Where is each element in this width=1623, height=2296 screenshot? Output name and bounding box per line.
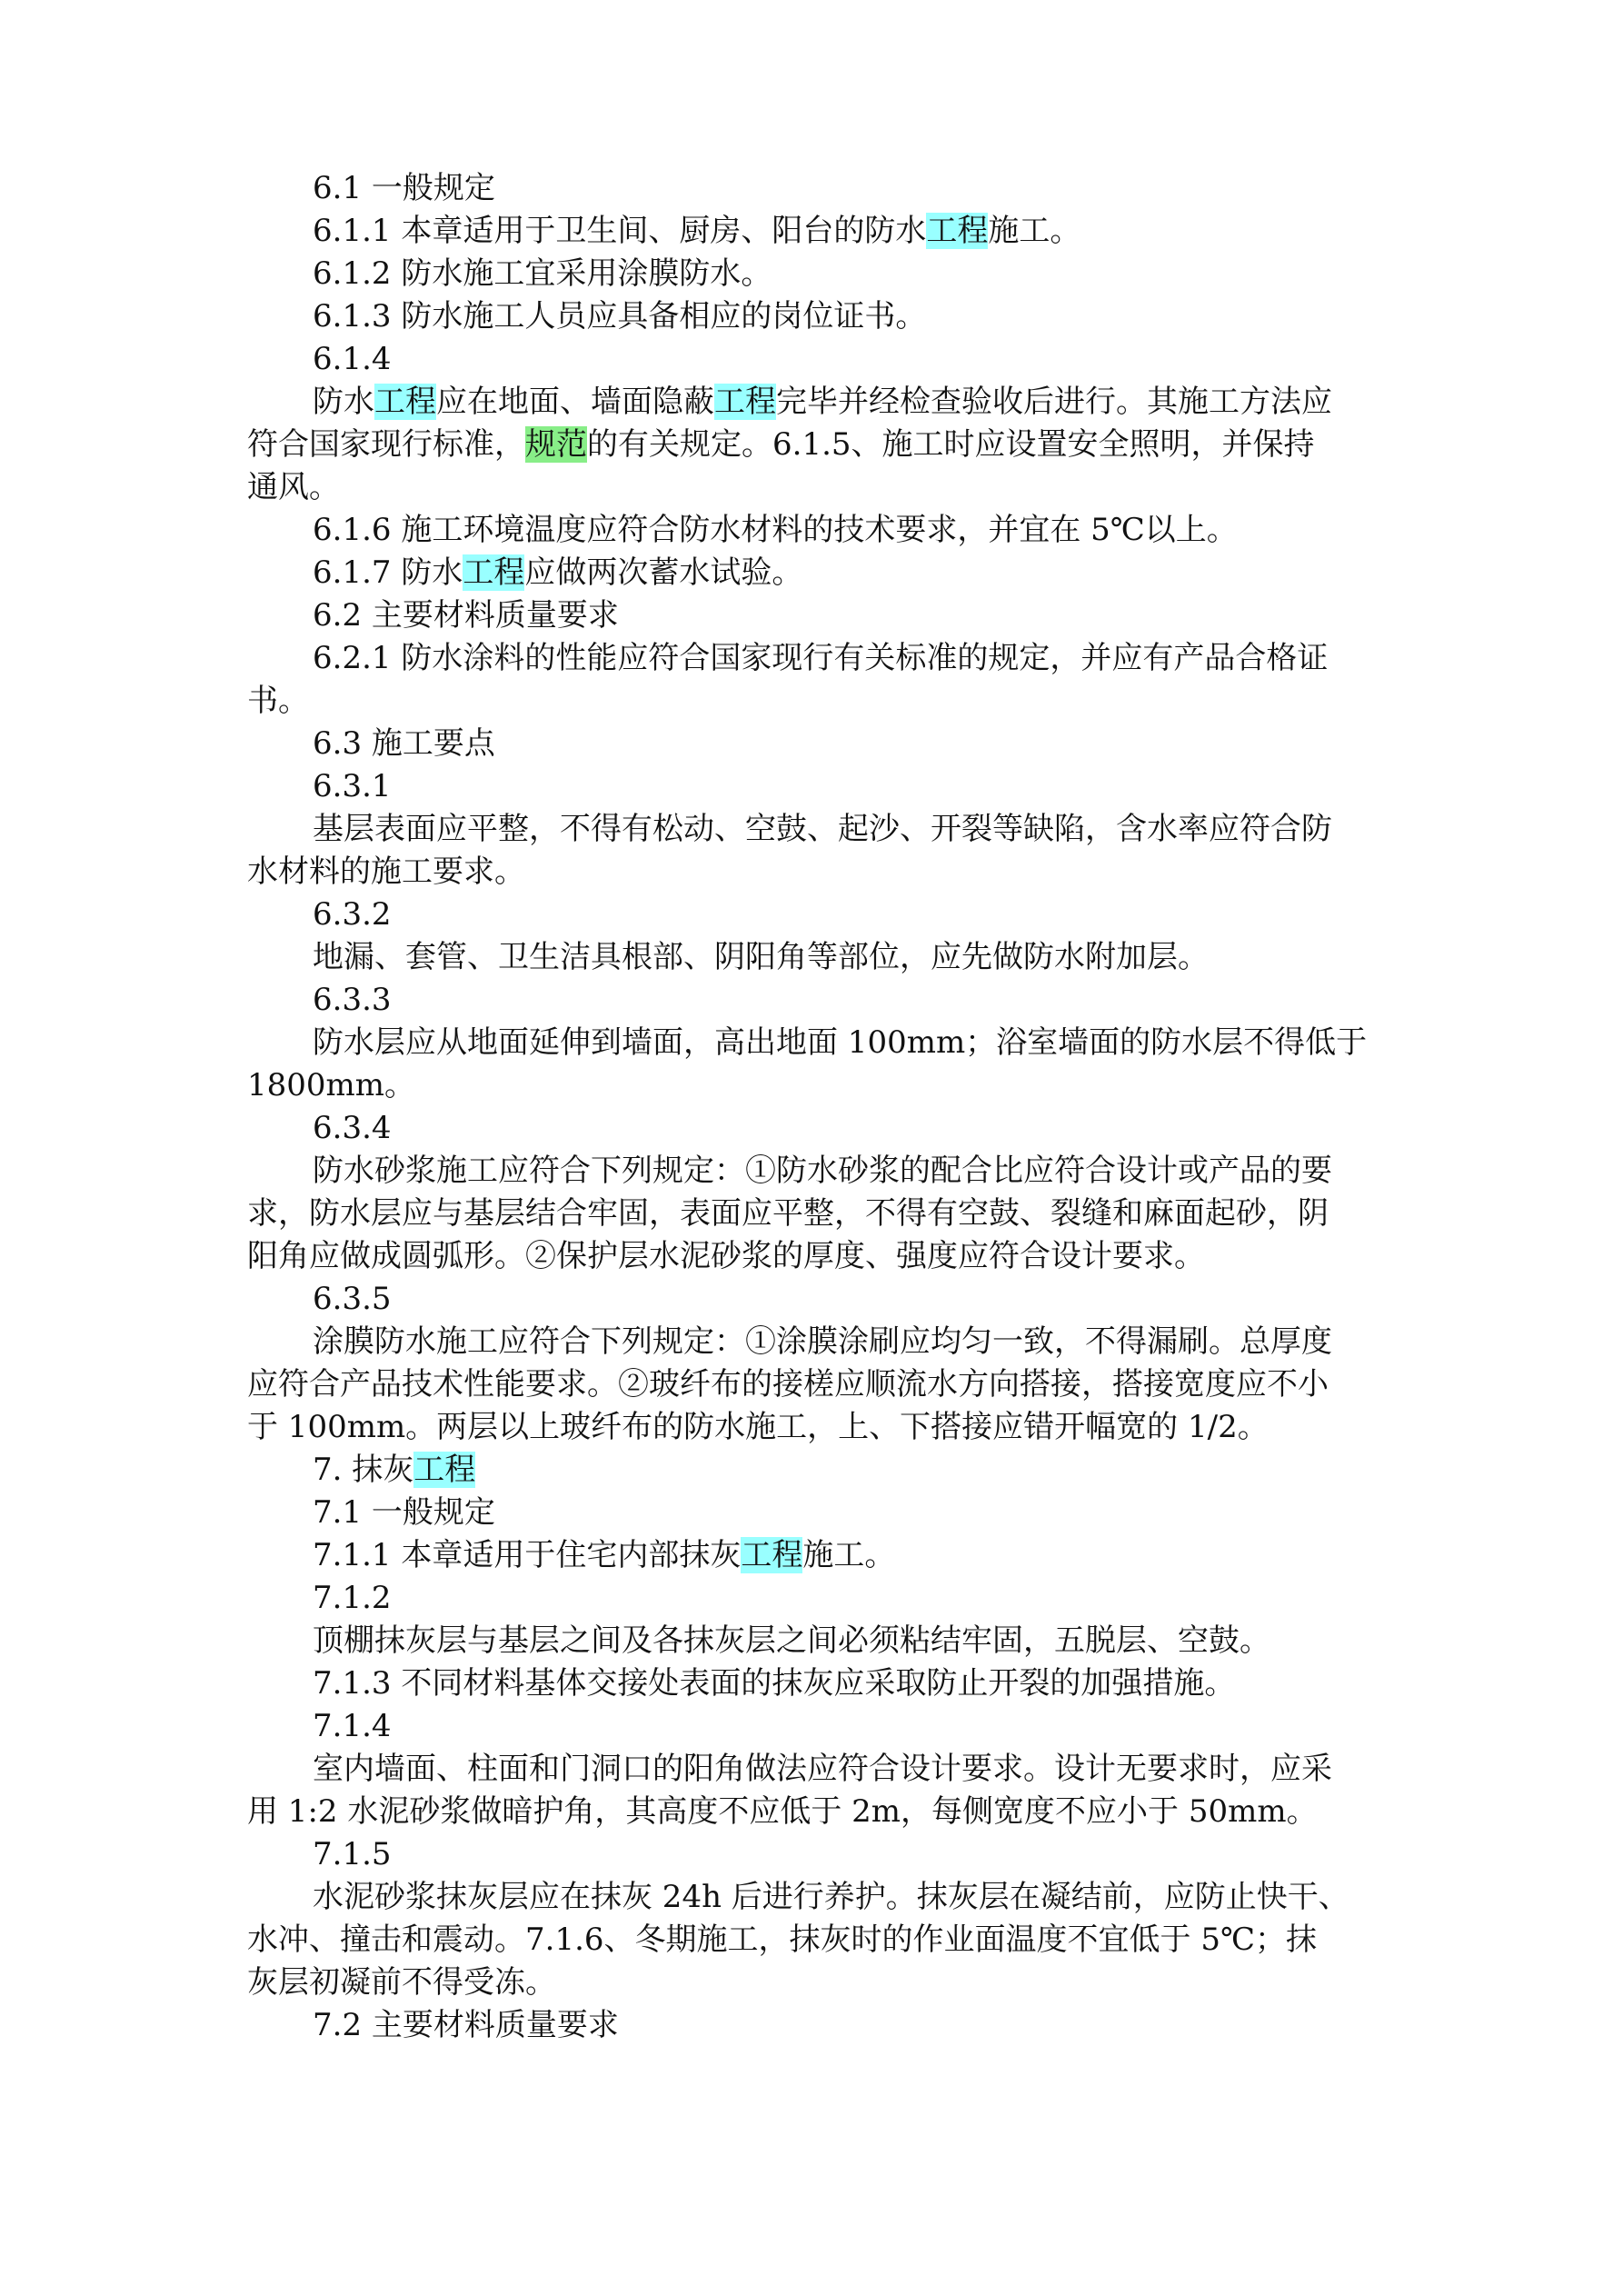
paragraph-line: 符合国家现行标准，规范的有关规定。6.1.5、施工时应设置安全照明，并保持 bbox=[247, 426, 1315, 463]
highlighted-term: 工程 bbox=[374, 384, 436, 420]
paragraph-line: 求，防水层应与基层结合牢固，表面应平整，不得有空鼓、裂缝和麻面起砂，阴 bbox=[247, 1195, 1329, 1232]
clause-number: 7.1.5 bbox=[313, 1836, 392, 1872]
paragraph-line: 6.1.6 施工环境温度应符合防水材料的技术要求，并宜在 5℃以上。 bbox=[313, 512, 1238, 548]
section-heading: 7.2 主要材料质量要求 bbox=[313, 2007, 619, 2043]
paragraph-line: 应符合产品技术性能要求。②玻纤布的接槎应顺流水方向搭接，搭接宽度应不小 bbox=[247, 1366, 1329, 1403]
clause-number: 6.3.3 bbox=[313, 982, 392, 1018]
document-body bbox=[247, 167, 1401, 2047]
paragraph-line: 防水砂浆施工应符合下列规定：①防水砂浆的配合比应符合设计或产品的要 bbox=[313, 1153, 1332, 1189]
clause-number: 7.1.4 bbox=[313, 1708, 392, 1744]
paragraph-line: 水材料的施工要求。 bbox=[247, 854, 525, 890]
paragraph-line: 阳角应做成圆弧形。②保护层水泥砂浆的厚度、强度应符合设计要求。 bbox=[247, 1238, 1205, 1274]
paragraph-line: 水泥砂浆抹灰层应在抹灰 24h 后进行养护。抹灰层在凝结前，应防止快干、 bbox=[313, 1879, 1349, 1915]
paragraph-line: 6.1.2 防水施工宜采用涂膜防水。 bbox=[313, 255, 772, 292]
highlighted-term: 工程 bbox=[714, 384, 776, 420]
section-heading: 7.1 一般规定 bbox=[313, 1494, 495, 1531]
paragraph-line: 7.1.1 本章适用于住宅内部抹灰工程施工。 bbox=[313, 1537, 896, 1573]
clause-number: 6.3.5 bbox=[313, 1281, 392, 1317]
clause-number: 6.3.2 bbox=[313, 896, 392, 933]
highlighted-term: 工程 bbox=[413, 1452, 476, 1488]
paragraph-line: 基层表面应平整，不得有松动、空鼓、起沙、开裂等缺陷，含水率应符合防 bbox=[313, 811, 1332, 847]
clause-number: 6.1.4 bbox=[313, 341, 392, 377]
paragraph-line: 通风。 bbox=[247, 469, 340, 505]
paragraph-line: 6.1.7 防水工程应做两次蓄水试验。 bbox=[313, 554, 803, 591]
paragraph-line: 6.1.3 防水施工人员应具备相应的岗位证书。 bbox=[313, 298, 927, 334]
paragraph-line: 防水层应从地面延伸到墙面，高出地面 100mm；浴室墙面的防水层不得低于 bbox=[313, 1024, 1368, 1061]
paragraph-line: 书。 bbox=[247, 683, 309, 719]
paragraph-line: 1800mm。 bbox=[247, 1067, 416, 1103]
paragraph-line: 室内墙面、柱面和门洞口的阳角做法应符合设计要求。设计无要求时，应采 bbox=[313, 1751, 1332, 1787]
paragraph-line: 6.1.1 本章适用于卫生间、厨房、阳台的防水工程施工。 bbox=[313, 213, 1081, 249]
paragraph-line: 7.1.3 不同材料基体交接处表面的抹灰应采取防止开裂的加强措施。 bbox=[313, 1665, 1236, 1702]
highlighted-term: 工程 bbox=[741, 1537, 803, 1573]
paragraph-line: 防水工程应在地面、墙面隐蔽工程完毕并经检查验收后进行。其施工方法应 bbox=[313, 384, 1332, 420]
paragraph-line: 水冲、撞击和震动。7.1.6、冬期施工，抹灰时的作业面温度不宜低于 5℃；抹 bbox=[247, 1922, 1317, 1958]
chapter-heading: 7. 抹灰工程 bbox=[313, 1452, 476, 1488]
section-heading: 6.2 主要材料质量要求 bbox=[313, 597, 619, 634]
section-heading: 6.1 一般规定 bbox=[313, 170, 495, 206]
paragraph-line: 灰层初凝前不得受冻。 bbox=[247, 1964, 556, 2001]
clause-number: 7.1.2 bbox=[313, 1580, 392, 1616]
paragraph-line: 用 1:2 水泥砂浆做暗护角，其高度不应低于 2m，每侧宽度不应小于 50mm。 bbox=[247, 1793, 1318, 1830]
clause-number: 6.3.1 bbox=[313, 768, 392, 804]
clause-number: 6.3.4 bbox=[313, 1110, 392, 1146]
section-heading: 6.3 施工要点 bbox=[313, 725, 495, 762]
paragraph-line: 顶棚抹灰层与基层之间及各抹灰层之间必须粘结牢固，五脱层、空鼓。 bbox=[313, 1622, 1270, 1659]
highlighted-term: 规范 bbox=[525, 426, 587, 463]
paragraph-line: 地漏、套管、卫生洁具根部、阴阳角等部位，应先做防水附加层。 bbox=[313, 939, 1209, 975]
paragraph-line: 6.2.1 防水涂料的性能应符合国家现行有关标准的规定，并应有产品合格证 bbox=[313, 640, 1329, 676]
paragraph-line: 于 100mm。两层以上玻纤布的防水施工，上、下搭接应错开幅宽的 1/2。 bbox=[247, 1409, 1269, 1445]
paragraph-line: 涂膜防水施工应符合下列规定：①涂膜涂刷应均匀一致，不得漏刷。总厚度 bbox=[313, 1323, 1332, 1360]
highlighted-term: 工程 bbox=[463, 554, 525, 591]
highlighted-term: 工程 bbox=[926, 213, 989, 249]
